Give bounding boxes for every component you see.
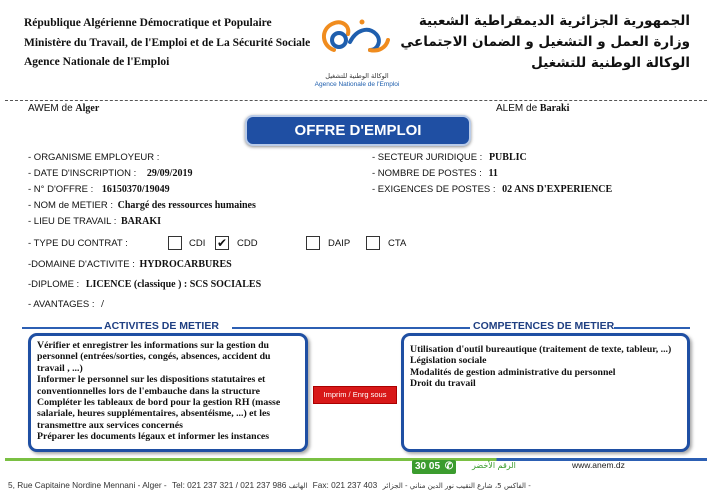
footer-address-row xyxy=(8,480,531,490)
header-fr-line1: République Algérienne Démocratique et Populaire xyxy=(24,17,272,29)
anem-logo xyxy=(312,12,402,72)
field-label: - AVANTAGES : xyxy=(28,299,95,310)
offer-title: OFFRE D'EMPLOI xyxy=(245,115,471,146)
green-number: 30 05 xyxy=(415,461,441,472)
green-number-badge xyxy=(412,460,456,474)
footer-tel-ar: الهاتف xyxy=(288,482,308,490)
footer-fax-ar: الفاكس xyxy=(503,482,526,490)
checkbox-daip-label: DAIP xyxy=(328,238,351,249)
section-rule xyxy=(232,327,470,329)
header-ar-line3: الوكالة الوطنية للتشغيل xyxy=(531,55,690,71)
field-type-contrat: - TYPE DU CONTRAT : xyxy=(28,238,128,249)
activites-panel xyxy=(28,333,308,452)
field-value: 16150370/19049 xyxy=(101,184,170,195)
logo-caption-fr: Agence Nationale de l'Emploi xyxy=(314,81,400,88)
competences-panel xyxy=(401,333,690,452)
competences-heading: COMPETENCES DE METIER xyxy=(473,320,615,332)
checkbox-daip[interactable] xyxy=(306,236,320,250)
field-lieu xyxy=(28,216,161,227)
field-organisme xyxy=(28,152,159,163)
green-number-label: الرقم الأخضر xyxy=(472,461,516,470)
field-secteur xyxy=(372,152,527,163)
checkbox-cta-label: CTA xyxy=(388,238,407,249)
alem-label: ALEM de xyxy=(496,103,538,114)
field-value: BARAKI xyxy=(120,216,161,227)
field-label: - NOM de METIER : xyxy=(28,200,113,211)
field-diplome xyxy=(28,279,261,290)
awem-value: Alger xyxy=(75,103,100,114)
field-num-offre xyxy=(28,184,170,195)
field-metier xyxy=(28,200,256,211)
checkbox-cdd-label: CDD xyxy=(237,238,258,249)
field-label: - NOMBRE DE POSTES : xyxy=(372,168,482,179)
footer-fax: Fax: 021 237 403 xyxy=(312,480,378,490)
field-date xyxy=(28,168,192,179)
field-value: 11 xyxy=(488,168,498,179)
website-link[interactable]: www.anem.dz xyxy=(572,460,625,470)
section-rule xyxy=(614,327,690,329)
field-label: -DIPLOME : xyxy=(28,279,80,290)
header-separator xyxy=(5,100,707,101)
field-domaine xyxy=(28,259,232,270)
checkbox-cdi-label: CDI xyxy=(189,238,206,249)
print-save-button[interactable]: Imprim / Enrg sous xyxy=(313,386,397,404)
activites-heading: ACTIVITES DE METIER xyxy=(104,320,219,332)
checkbox-cdd[interactable]: ✔ xyxy=(216,236,228,250)
header-fr-line2: Ministère du Travail, de l'Emploi et de La Sécurité Sociale xyxy=(24,37,311,49)
field-value: / xyxy=(101,299,104,310)
field-value: 29/09/2019 xyxy=(146,168,193,179)
field-label: - N° D'OFFRE : xyxy=(28,184,94,195)
field-value: Chargé des ressources humaines xyxy=(117,200,256,211)
field-label: - LIEU DE TRAVAIL : xyxy=(28,216,117,227)
footer-address-fr: 5, Rue Capitaine Nordine Mennani - Alger - xyxy=(8,480,167,490)
footer-tel: Tel: 021 237 321 / 021 237 986 xyxy=(171,480,287,490)
alem-value: Baraki xyxy=(539,103,570,114)
awem-label: AWEM de xyxy=(28,103,73,114)
checkbox-cta[interactable] xyxy=(366,236,380,250)
field-value: 02 ANS D'EXPERIENCE xyxy=(502,184,613,195)
field-avantages xyxy=(28,299,104,310)
phone-icon: ✆ xyxy=(444,461,454,472)
field-label: -DOMAINE D'ACTIVITE : xyxy=(28,259,135,270)
awem-row xyxy=(28,103,99,114)
field-exigences xyxy=(372,184,612,195)
field-value: LICENCE (classique ) : SCS SOCIALES xyxy=(85,279,262,290)
field-label: - SECTEUR JURIDIQUE : xyxy=(372,152,483,163)
header-ar-line2: وزارة العمل و التشغيل و الضمان الاجتماعي xyxy=(400,34,690,50)
header-ar-line1: الجمهورية الجزائرية الديمقراطية الشعبية xyxy=(418,13,690,29)
field-label: - DATE D'INSCRIPTION : xyxy=(28,168,137,179)
alem-row xyxy=(496,103,569,114)
section-rule xyxy=(22,327,102,329)
header-fr-line3: Agence Nationale de l'Emploi xyxy=(24,56,170,68)
footer-address-ar: 5، شارع النقيب نور الدين مناني - الجزائر - xyxy=(382,482,531,490)
logo-caption-ar: الوكالة الوطنية للتشغيل xyxy=(325,72,389,80)
field-value: PUBLIC xyxy=(488,152,527,163)
competences-text: Utilisation d'outil bureautique (traitement de texte, tableur, ...) Législation sociale Modalités de gestion administrative du personnel Droit du travail xyxy=(410,344,672,390)
checkbox-cdi[interactable] xyxy=(168,236,182,250)
activites-text: Vérifier et enregistrer les informations sur la gestion du personnel (entrées/sorties, congés, absences, accident du travail , ...) Informer le personnel sur les dispositions statutaires et conventionnelles lors de l'embauche dans la structure Compléter les tableaux de bord pour la gestion RH (masse salariale, heures supplémentaires, absentéisme, ...) et les transmettre aux services concernés Préparer les documents légaux et informer les instances xyxy=(37,340,281,443)
field-value: HYDROCARBURES xyxy=(139,259,232,270)
field-label: - EXIGENCES DE POSTES : xyxy=(372,184,496,195)
field-label: - ORGANISME EMPLOYEUR : xyxy=(28,152,160,163)
field-nb-postes xyxy=(372,168,498,179)
